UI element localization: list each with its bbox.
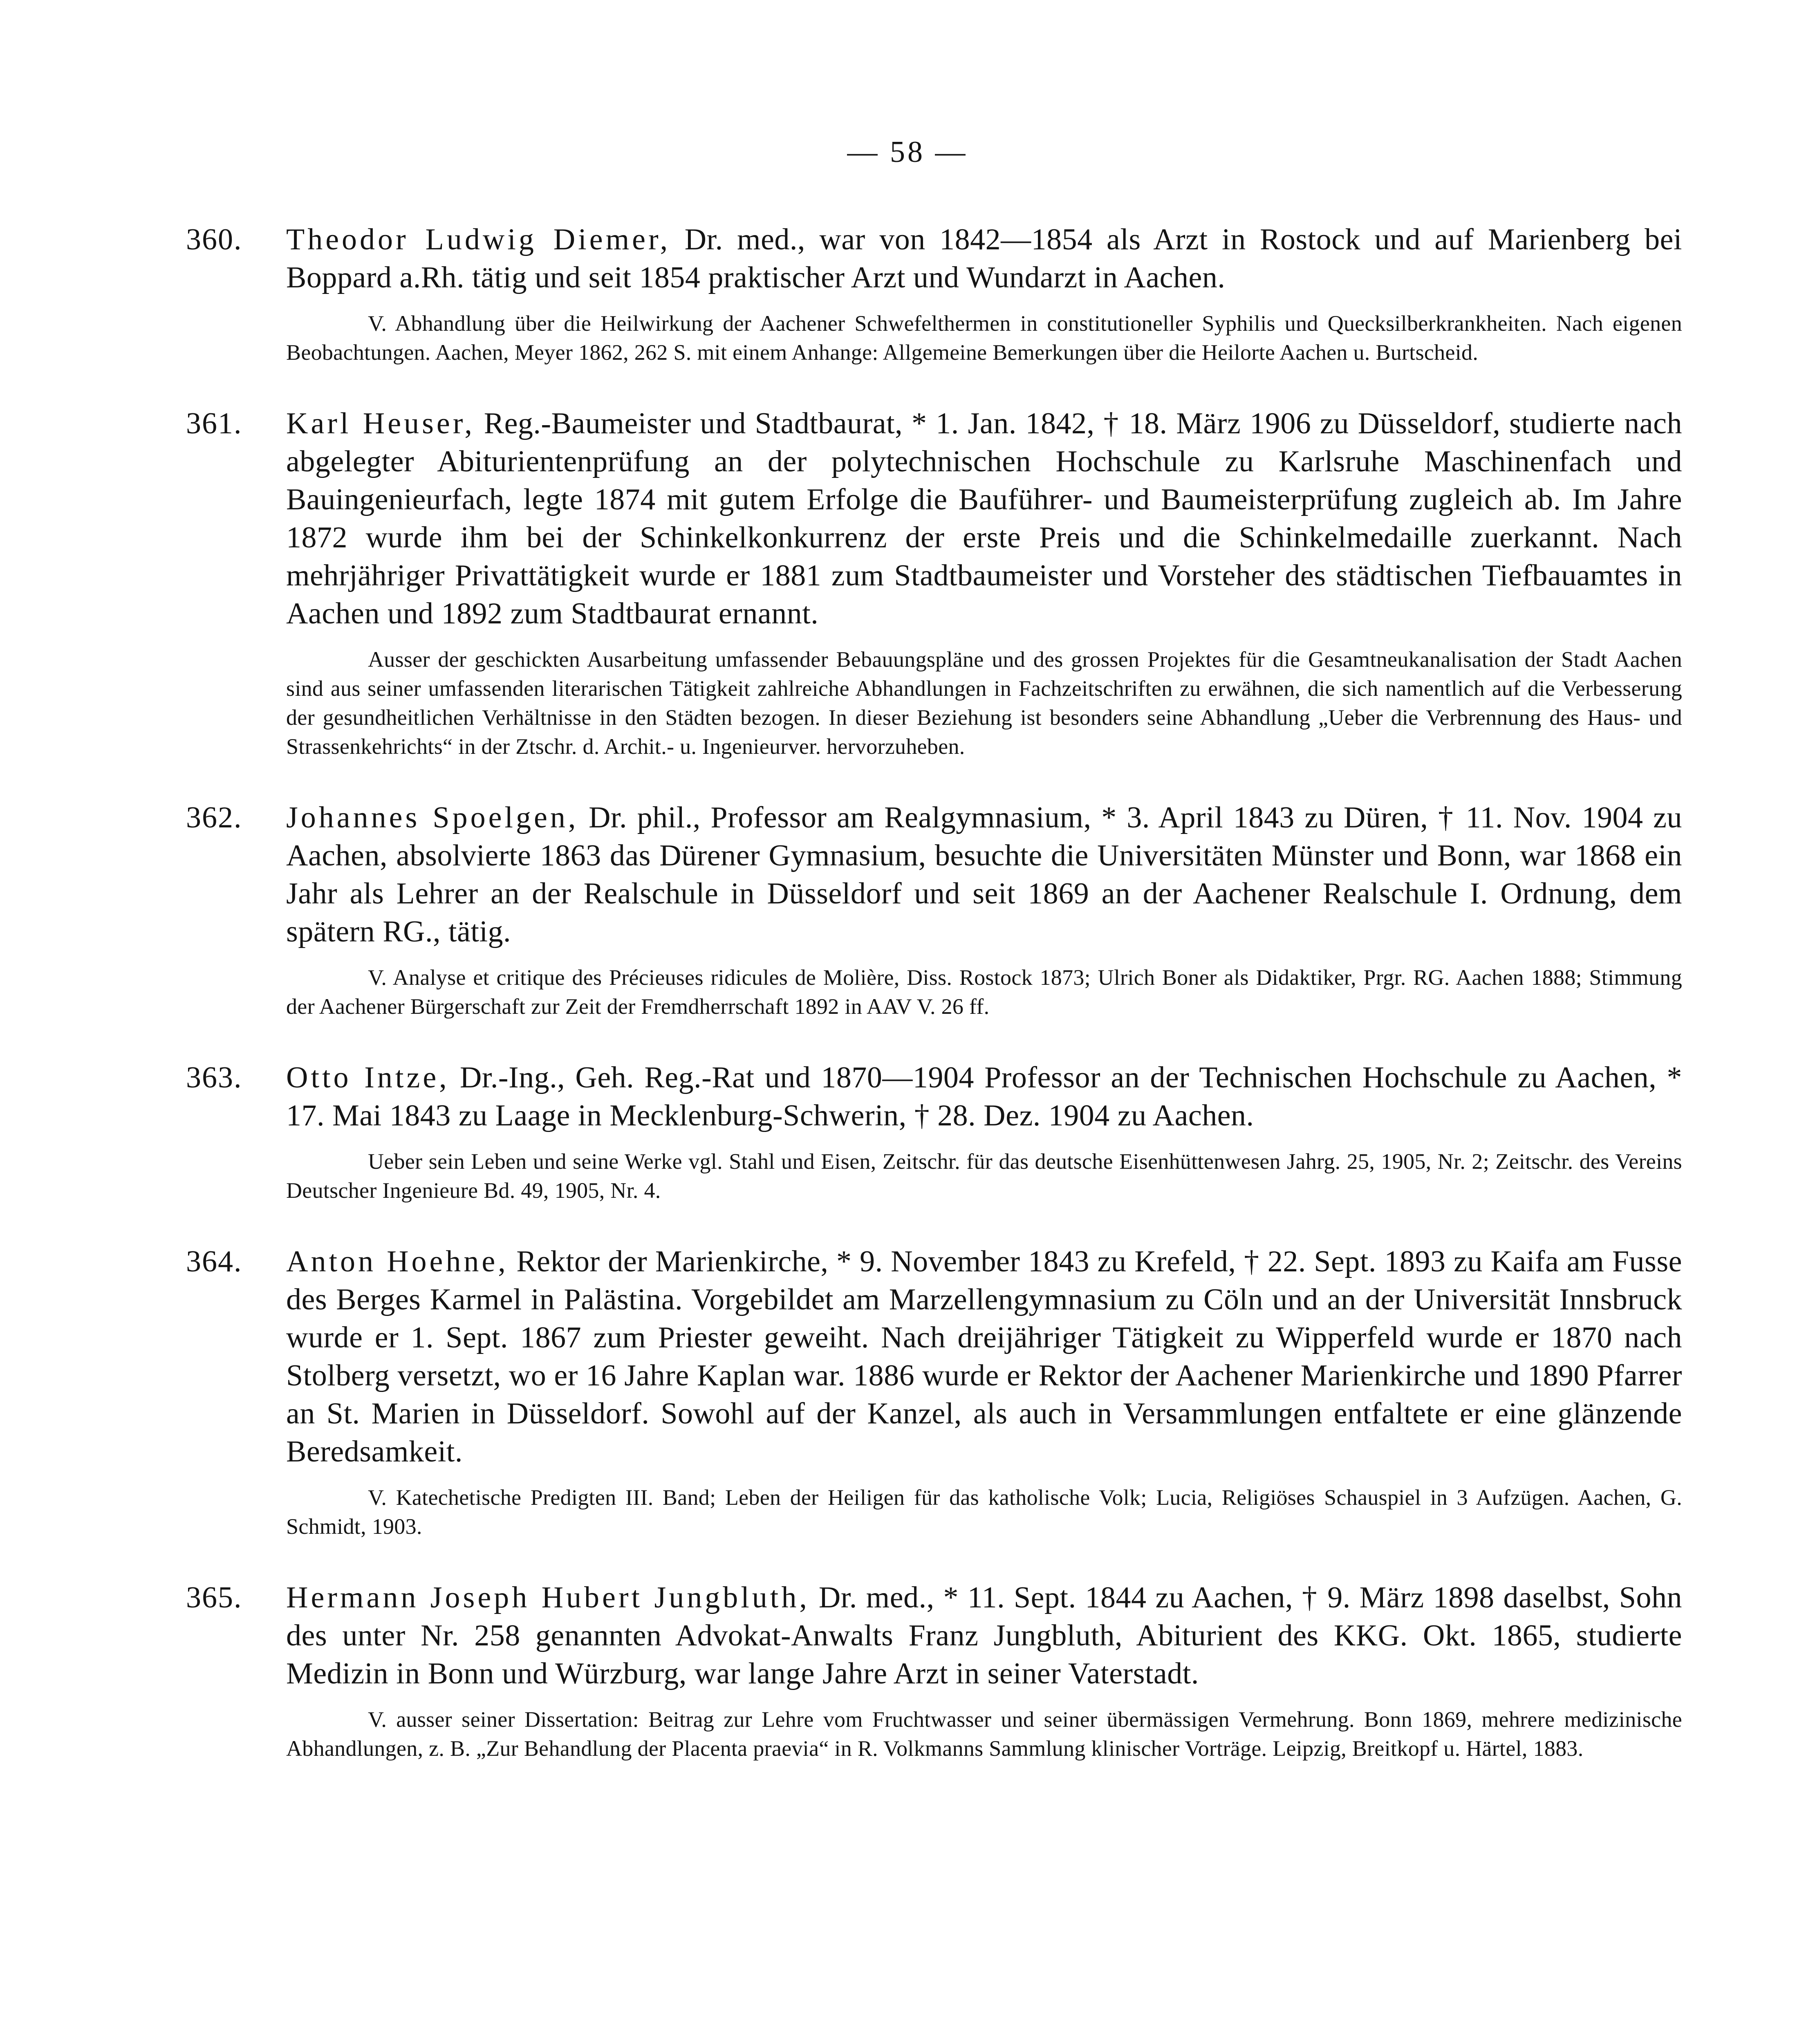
entry-biography <box>286 1243 1682 1471</box>
entry-361 <box>186 405 1682 761</box>
biography-text: Reg.-Baumeister und Stadtbaurat, * 1. Jan. 1842, † 18. März 1906 zu Düsseldorf, studierte nach abgelegter Abiturientenprüfung an der polytechnischen Hochschule zu Karlsruhe Maschinenfach und Bauingenieurfach, legte 1874 mit gutem Erfolge die Bauführer- und Baumeisterprüfung zugleich ab. Im Jahre 1872 wurde ihm bei der Schinkelkonkurrenz der erste Preis und die Schinkelmedaille zuerkannt. Nach mehrjähriger Privattätigkeit wurde er 1881 zum Stadtbaumeister und Vorsteher des städtischen Tiefbauamtes in Aachen und 1892 zum Stadtbaurat ernannt. <box>286 407 1682 630</box>
entry-biography <box>286 405 1682 633</box>
entry-number: 364. <box>186 1245 242 1278</box>
publications-note: V. Abhandlung über die Heilwirkung der Aachener Schwefelthermen in constitutioneller Syphilis und Quecksilberkrankheiten. Nach eigenen Beobachtungen. Aachen, Meyer 1862, 262 S. mit einem Anhange: Allgemeine Bemerkungen über die Heilorte Aachen u. Burtscheid. <box>286 311 1682 365</box>
biography-text: Dr. phil., Professor am Realgymnasium, * 3. April 1843 zu Düren, † 11. Nov. 1904 zu Aachen, absolvierte 1863 das Dürener Gymnasium, besuchte die Universitäten Münster und Bonn, war 1868 ein Jahr als Lehrer an der Realschule in Düsseldorf und seit 1869 an der Aachener Realschule I. Ordnung, dem spätern RG., tätig. <box>286 801 1682 948</box>
biography-text: Dr. med., * 11. Sept. 1844 zu Aachen, † 9. März 1898 daselbst, Sohn des unter Nr. 258 genannten Advokat-Anwalts Franz Jungbluth, Abiturient des KKG. Okt. 1865, studierte Medizin in Bonn und Würzburg, war lange Jahre Arzt in seiner Vaterstadt. <box>286 1581 1682 1690</box>
entry-365 <box>186 1579 1682 1763</box>
entry-number: 360. <box>186 223 242 256</box>
page-number: — 58 — <box>847 135 968 169</box>
entry-number: 361. <box>186 407 242 440</box>
entry-360 <box>186 221 1682 367</box>
publications-note: Ausser der geschickten Ausarbeitung umfassender Bebauungspläne und des grossen Projektes für die Gesamtneukanalisation der Stadt Aachen sind aus seiner umfassenden literarischen Tätigkeit zahlreiche Abhandlungen in Fachzeitschriften zu erwähnen, die sich namentlich auf die Verbesserung der gesundheitlichen Verhältnisse in den Städten bezogen. In dieser Beziehung ist besonders seine Abhandlung „Ueber die Verbrennung des Haus- und Strassenkehrichts“ in der Ztschr. d. Archit.- u. Ingenieurver. hervorzuheben. <box>286 647 1682 759</box>
biography-text: Dr. med., war von 1842—1854 als Arzt in Rostock und auf Marienberg bei Boppard a.Rh. tätig und seit 1854 praktischer Arzt und Wundarzt in Aachen. <box>286 223 1682 294</box>
entry-biography <box>286 799 1682 951</box>
entry-number: 363. <box>186 1061 242 1094</box>
person-name: Theodor Ludwig Diemer, <box>286 223 671 256</box>
entry-number: 362. <box>186 801 242 834</box>
entry-biography <box>286 221 1682 297</box>
entry-363 <box>186 1059 1682 1205</box>
entry-biography <box>286 1059 1682 1135</box>
entry-number: 365. <box>186 1581 242 1614</box>
person-name: Hermann Joseph Hubert Jungbluth, <box>286 1581 810 1614</box>
entry-list <box>186 221 1682 1801</box>
person-name: Otto Intze, <box>286 1061 450 1094</box>
publications-note: V. Katechetische Predigten III. Band; Leben der Heiligen für das katholische Volk; Lucia, Religiöses Schauspiel in 3 Aufzügen. Aachen, G. Schmidt, 1903. <box>286 1485 1682 1539</box>
person-name: Karl Heuser, <box>286 407 475 440</box>
entry-364 <box>186 1243 1682 1541</box>
publications-note: V. ausser seiner Dissertation: Beitrag zur Lehre vom Fruchtwasser und seiner übermässigen Vermehrung. Bonn 1869, mehrere medizinische Abhandlungen, z. B. „Zur Behandlung der Placenta praevia“ in R. Volkmanns Sammlung klinischer Vorträge. Leipzig, Breitkopf u. Härtel, 1883. <box>286 1707 1682 1761</box>
biography-text: Dr.-Ing., Geh. Reg.-Rat und 1870—1904 Professor an der Technischen Hochschule zu Aachen, * 17. Mai 1843 zu Laage in Mecklenburg-Schwerin, † 28. Dez. 1904 zu Aachen. <box>286 1061 1682 1132</box>
biography-text: Rektor der Marienkirche, * 9. November 1843 zu Krefeld, † 22. Sept. 1893 zu Kaifa am Fusse des Berges Karmel in Palästina. Vorgebildet am Marzellengymnasium zu Cöln und an der Universität Innsbruck wurde er 1. Sept. 1867 zum Priester geweiht. Nach dreijähriger Tätigkeit zu Wipperfeld wurde er 1870 nach Stolberg versetzt, wo er 16 Jahre Kaplan war. 1886 wurde er Rektor der Aachener Marienkirche und 1890 Pfarrer an St. Marien in Düsseldorf. Sowohl auf der Kanzel, als auch in Versammlungen entfaltete er eine glänzende Beredsamkeit. <box>286 1245 1682 1468</box>
publications-note: V. Analyse et critique des Précieuses ridicules de Molière, Diss. Rostock 1873; Ulrich Boner als Didaktiker, Prgr. RG. Aachen 1888; Stimmung der Aachener Bürgerschaft zur Zeit der Fremdherrschaft 1892 in AAV V. 26 ff. <box>286 965 1682 1019</box>
person-name: Johannes Spoelgen, <box>286 801 579 834</box>
entry-biography <box>286 1579 1682 1693</box>
publications-note: Ueber sein Leben und seine Werke vgl. Stahl und Eisen, Zeitschr. für das deutsche Eisenhüttenwesen Jahrg. 25, 1905, Nr. 2; Zeitschr. des Vereins Deutscher Ingenieure Bd. 49, 1905, Nr. 4. <box>286 1149 1682 1203</box>
entry-362 <box>186 799 1682 1021</box>
person-name: Anton Hoehne, <box>286 1245 509 1278</box>
